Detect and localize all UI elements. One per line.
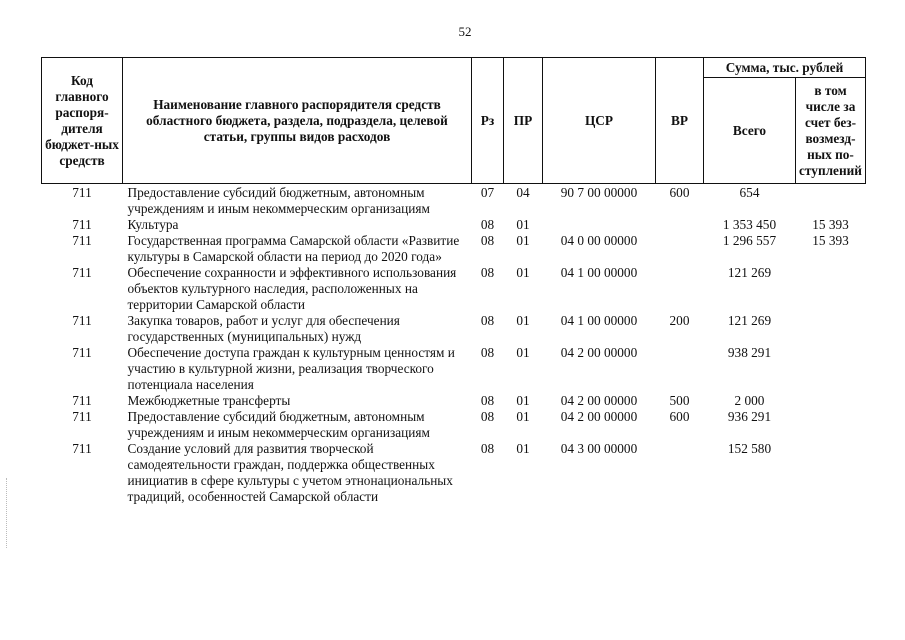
cell-pr: 01 <box>516 393 530 408</box>
table-row <box>42 184 866 218</box>
cell-pr: 01 <box>516 233 530 248</box>
table-row <box>42 393 866 409</box>
table-row <box>42 409 866 441</box>
page-number: 52 <box>458 24 472 39</box>
cell-total: 1 353 450 <box>722 217 777 232</box>
table-row <box>42 265 866 313</box>
cell-rz: 08 <box>480 409 495 424</box>
scan-artifact <box>6 478 17 548</box>
cell-incl <box>796 265 866 313</box>
cell-code: 711 <box>72 441 92 456</box>
cell-name: Предоставление субсидий бюджетным, автономным учреждениям и иным некоммерческим организациям <box>127 409 430 440</box>
cell-rz: 08 <box>480 313 495 328</box>
cell-total: 121 269 <box>727 265 772 280</box>
cell-total: 938 291 <box>727 345 772 360</box>
cell-pr: 01 <box>516 313 530 328</box>
cell-vr <box>656 233 704 265</box>
cell-vr: 600 <box>669 409 690 424</box>
cell-csr: 04 1 00 00000 <box>560 313 638 328</box>
cell-name: Создание условий для развития творческой самодеятельности граждан, поддержка общественных инициатив в сфере культуры с учетом этнонациональных традиций, особенностей Самарской области <box>127 441 453 504</box>
budget-table <box>41 57 866 505</box>
header-csr: ЦСР <box>543 58 656 184</box>
table-header <box>42 58 866 184</box>
header-name: Наименование главного распорядителя средств областного бюджета, раздела, подраздела, целевой статьи, группы видов расходов <box>123 58 472 184</box>
cell-total: 152 580 <box>727 441 772 456</box>
cell-vr <box>656 265 704 313</box>
cell-code: 711 <box>72 345 92 360</box>
cell-name: Закупка товаров, работ и услуг для обеспечения государственных (муниципальных) нужд <box>127 313 400 344</box>
header-rz: Рз <box>472 58 504 184</box>
cell-vr <box>656 441 704 505</box>
cell-rz: 07 <box>480 185 495 200</box>
cell-pr: 01 <box>516 409 530 424</box>
cell-incl <box>796 345 866 393</box>
cell-code: 711 <box>72 185 92 200</box>
cell-incl <box>796 184 866 218</box>
cell-incl <box>796 409 866 441</box>
cell-pr: 04 <box>516 185 530 200</box>
cell-csr: 90 7 00 00000 <box>560 185 638 200</box>
cell-vr: 500 <box>669 393 690 408</box>
cell-code: 711 <box>72 217 92 232</box>
cell-rz: 08 <box>480 441 495 456</box>
table-row <box>42 345 866 393</box>
cell-vr: 600 <box>669 185 690 200</box>
cell-code: 711 <box>72 233 92 248</box>
cell-total: 121 269 <box>727 313 772 328</box>
cell-rz: 08 <box>480 217 495 232</box>
cell-pr: 01 <box>516 265 530 280</box>
table-row <box>42 233 866 265</box>
cell-code: 711 <box>72 265 92 280</box>
cell-total: 936 291 <box>727 409 772 424</box>
cell-name: Культура <box>127 217 179 232</box>
cell-csr: 04 3 00 00000 <box>560 441 638 456</box>
cell-code: 711 <box>72 393 92 408</box>
cell-rz: 08 <box>480 393 495 408</box>
cell-incl <box>796 313 866 345</box>
cell-incl <box>796 441 866 505</box>
cell-name: Обеспечение доступа граждан к культурным ценностям и участию в культурной жизни, реализация творческого потенциала населения <box>127 345 455 392</box>
table-row <box>42 441 866 505</box>
header-vr: ВР <box>656 58 704 184</box>
cell-vr <box>656 345 704 393</box>
cell-code: 711 <box>72 313 92 328</box>
cell-rz: 08 <box>480 345 495 360</box>
cell-name: Государственная программа Самарской области «Развитие культуры в Самарской области на период до 2020 года» <box>127 233 460 264</box>
cell-pr: 01 <box>516 441 530 456</box>
cell-incl: 15 393 <box>812 217 849 232</box>
table-row <box>42 313 866 345</box>
cell-csr: 04 1 00 00000 <box>560 265 638 280</box>
header-code: Код главного распоря-дителя бюджет-ных средств <box>42 58 123 184</box>
cell-incl: 15 393 <box>812 233 849 248</box>
cell-incl <box>796 393 866 409</box>
cell-name: Межбюджетные трансферты <box>127 393 291 408</box>
cell-csr: 04 2 00 00000 <box>560 393 638 408</box>
cell-csr: 04 2 00 00000 <box>560 409 638 424</box>
cell-pr: 01 <box>516 217 530 232</box>
header-incl: в том числе за счет без-возмезд-ных по-ступлений <box>796 78 866 184</box>
cell-csr: 04 0 00 00000 <box>560 233 638 248</box>
cell-csr: 04 2 00 00000 <box>560 345 638 360</box>
cell-name: Предоставление субсидий бюджетным, автономным учреждениям и иным некоммерческим организациям <box>127 185 430 216</box>
header-pr: ПР <box>504 58 543 184</box>
cell-csr <box>543 217 656 233</box>
header-sum: Сумма, тыс. рублей <box>704 58 866 78</box>
table-row <box>42 217 866 233</box>
table-body <box>42 184 866 506</box>
cell-vr: 200 <box>669 313 690 328</box>
cell-total: 2 000 <box>734 393 765 408</box>
cell-total: 654 <box>739 185 760 200</box>
cell-rz: 08 <box>480 265 495 280</box>
cell-total: 1 296 557 <box>722 233 777 248</box>
cell-name: Обеспечение сохранности и эффективного использования объектов культурного наследия, расположенных на территории Самарской области <box>127 265 457 312</box>
cell-rz: 08 <box>480 233 495 248</box>
cell-pr: 01 <box>516 345 530 360</box>
header-total: Всего <box>704 78 796 184</box>
cell-code: 711 <box>72 409 92 424</box>
cell-vr <box>656 217 704 233</box>
